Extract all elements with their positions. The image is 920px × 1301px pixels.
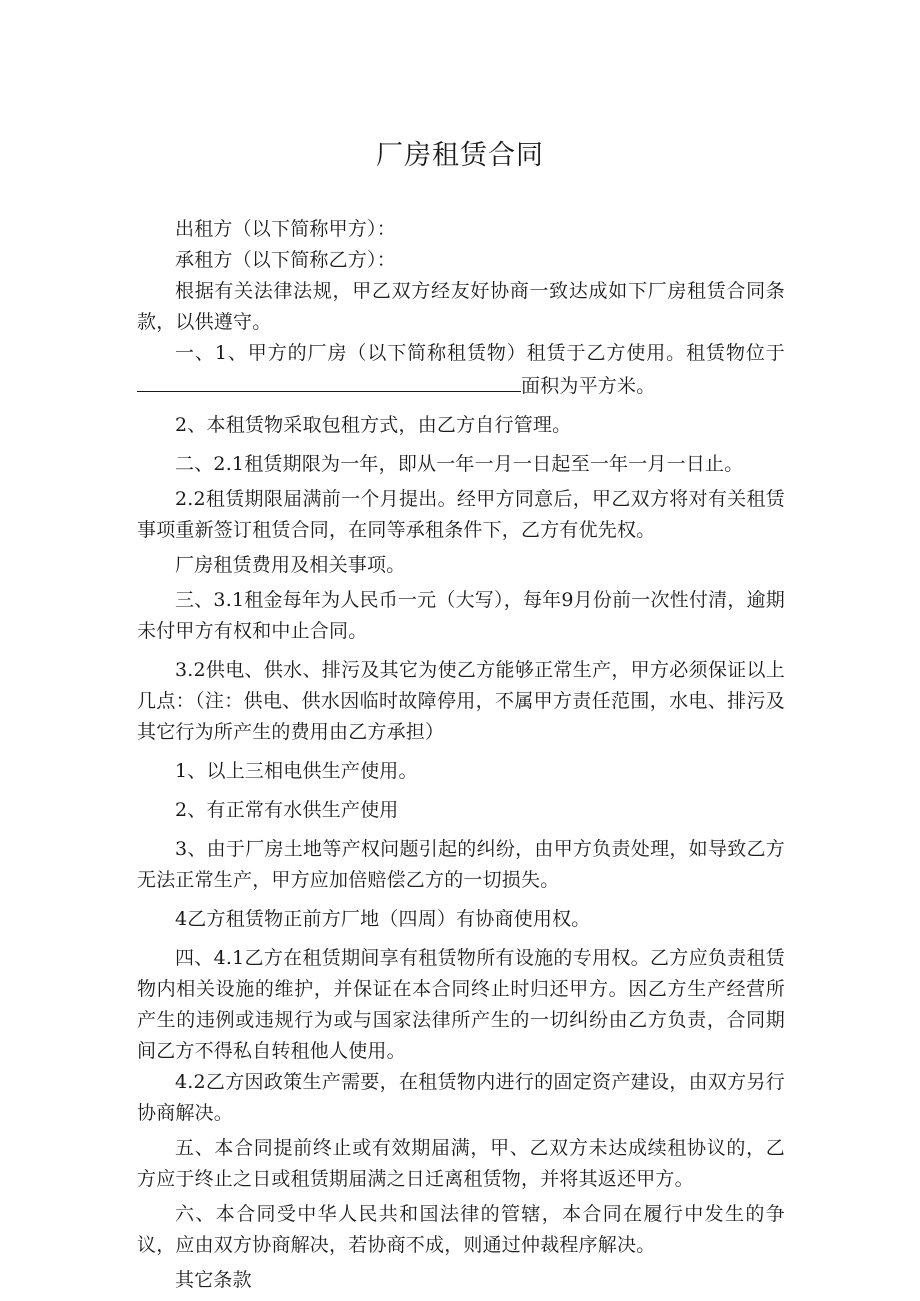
list-item-1: 1、以上三相电供生产使用。: [175, 760, 418, 782]
clause-3-1: 三、3.1租金每年为人民币一元（大写），每年9月份前一次性付清，逾期未付甲方有权和中止合同。: [137, 589, 785, 642]
clause-4-2: 4.2乙方因政策生产需要，在租赁物内进行的固定资产建设，由双方另行协商解决。: [137, 1071, 785, 1124]
clause-1-1-text: 一、1、甲方的厂房（以下简称租赁物）租赁于乙方使用。租赁物位于: [175, 342, 785, 364]
clause-4-1: 四、4.1乙方在租赁期间享有租赁物所有设施的专用权。乙方应负责租赁物内相关设施的维护，并保证在本合同终止时归还甲方。因乙方生产经营所产生的违例或违规行为或与国家法律所产生的一切纠纷由乙方负责，合同期间乙方不得私自转租他人使用。: [137, 947, 785, 1062]
list-item-3: 3、由于厂房土地等产权问题引起的纠纷，由甲方负责处理，如导致乙方无法正常生产，甲方应加倍赔偿乙方的一切损失。: [137, 838, 785, 891]
clause-1-1-area-text: 面积为平方米。: [521, 375, 656, 397]
clause-1-1: [137, 338, 785, 402]
fees-heading: 厂房租赁费用及相关事项。: [175, 554, 406, 576]
clause-2-2: 2.2租赁期限届满前一个月提出。经甲方同意后，甲乙双方将对有关租赁事项重新签订租赁合同，在同等承租条件下，乙方有优先权。: [137, 488, 785, 541]
clause-2-1: 二、2.1租赁期限为一年，即从一年一月一日起至一年一月一日止。: [175, 453, 744, 475]
clause-6: 六、本合同受中华人民共和国法律的管辖，本合同在履行中发生的争议，应由双方协商解决，若协商不成，则通过仲裁程序解决。: [137, 1203, 785, 1256]
lessor-line: 出租方（以下简称甲方）：: [175, 218, 396, 240]
document-body: [137, 214, 785, 1296]
list-item-4: 4乙方租赁物正前方厂地（四周）有协商使用权。: [175, 908, 591, 930]
clause-3-2: 3.2供电、供水、排污及其它为使乙方能够正常生产，甲方必须保证以上几点：（注：供电、供水因临时故障停用，不属甲方责任范围，水电、排污及其它行为所产生的费用由乙方承担）: [137, 659, 785, 743]
document-title: 厂房租赁合同: [376, 140, 544, 171]
clause-1-2: 2、本租赁物采取包租方式，由乙方自行管理。: [175, 414, 572, 436]
other-terms-heading: 其它条款: [175, 1269, 252, 1291]
preamble-paragraph: 根据有关法律法规，甲乙双方经友好协商一致达成如下厂房租赁合同条款，以供遵守。: [137, 280, 785, 333]
lessee-line: 承租方（以下简称乙方）：: [175, 249, 396, 271]
list-item-2: 2、有正常有水供生产使用: [175, 799, 399, 821]
location-blank-line: [137, 369, 521, 392]
clause-5: 五、本合同提前终止或有效期届满，甲、乙双方未达成续租协议的，乙方应于终止之日或租赁期届满之日迁离租赁物，并将其返还甲方。: [137, 1137, 785, 1190]
